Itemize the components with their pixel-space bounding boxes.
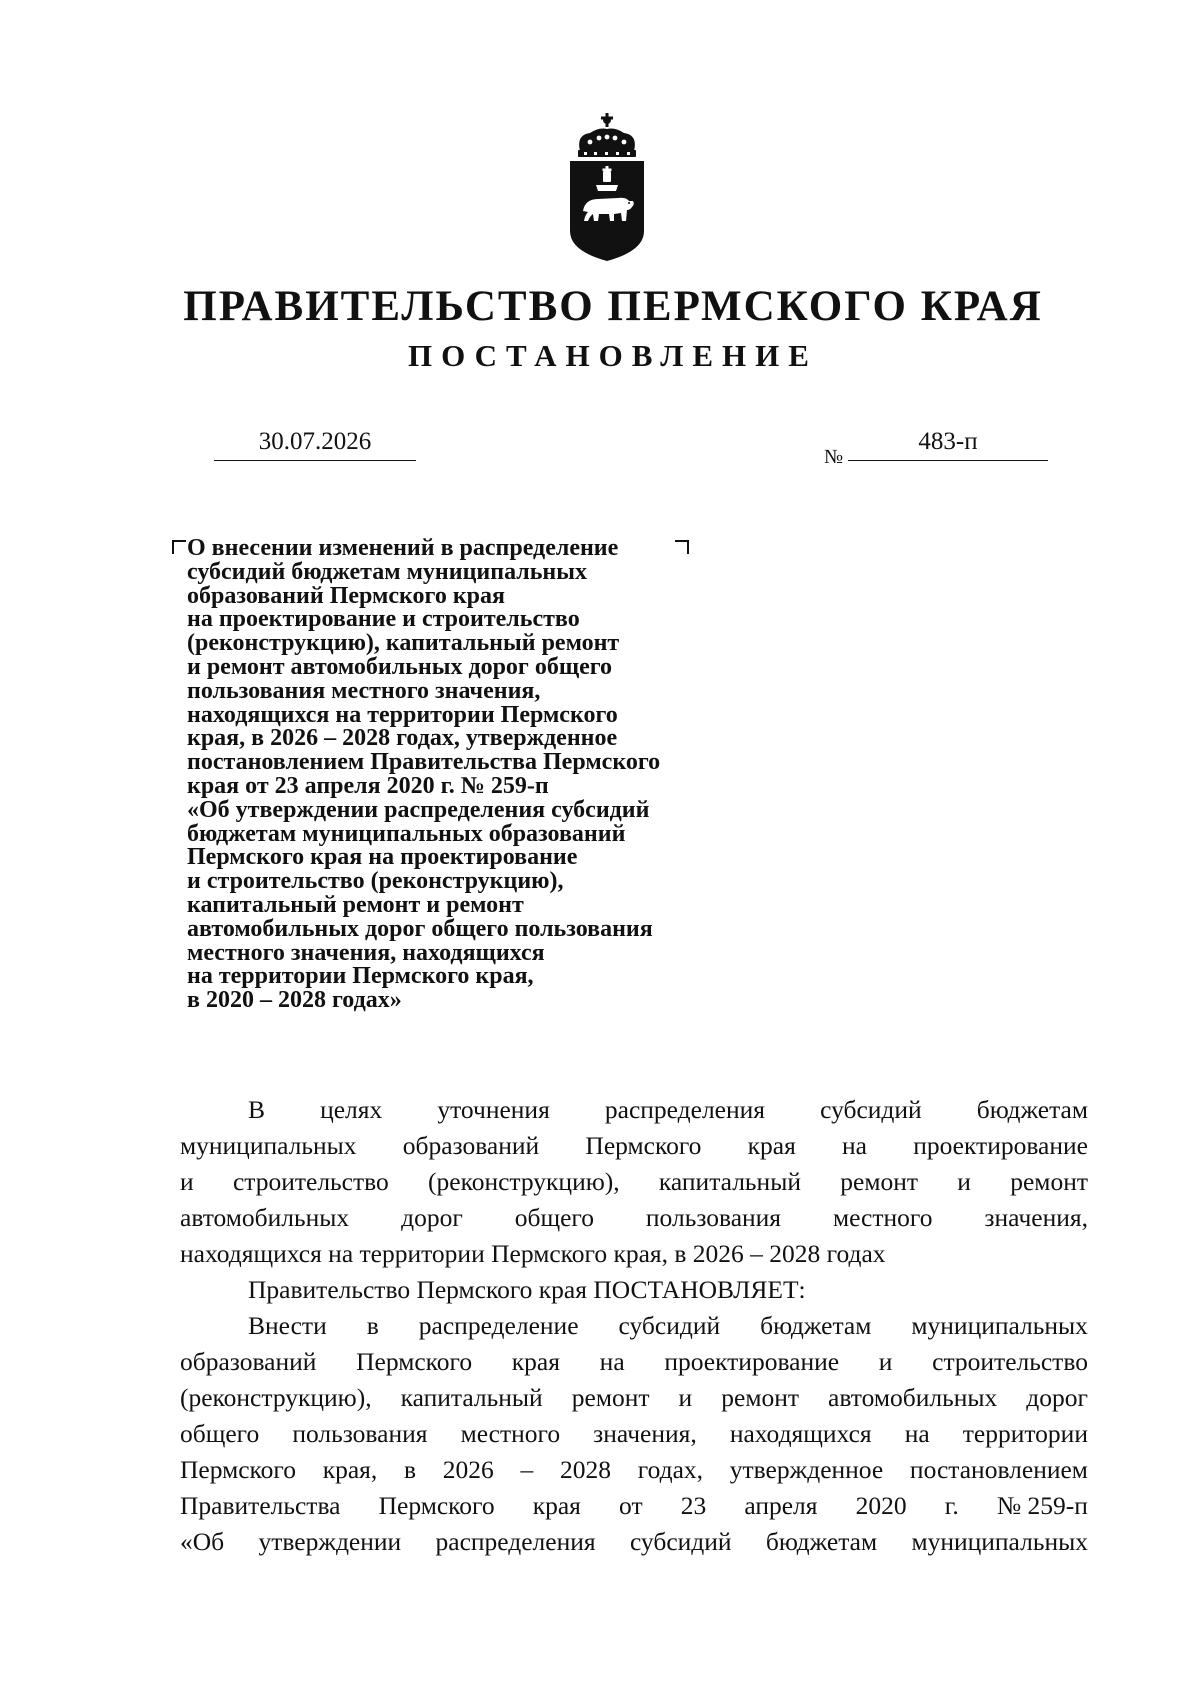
subject-line: края от 23 апреля 2020 г. № 259-п [187, 772, 549, 799]
word: местного [460, 1419, 561, 1448]
word: на [599, 1347, 625, 1376]
word: субсидий [629, 1527, 732, 1556]
word: № 259-п [996, 1491, 1088, 1520]
word: и [678, 1383, 693, 1412]
word: распределения [604, 1095, 766, 1124]
word: 2026 [442, 1455, 494, 1484]
subject-bracket-left [172, 540, 186, 554]
subject-line: пользования местного значения, [187, 677, 541, 704]
word: бюджетам [765, 1527, 878, 1556]
text-line [180, 1164, 1088, 1200]
text-line [180, 1416, 1088, 1452]
paragraph-resolution-wrap [180, 1272, 1088, 1308]
subject-line: на проектирование и строительство [187, 606, 580, 633]
subject-line: субсидий бюджетам муниципальных [187, 558, 587, 585]
text-line [180, 1308, 1088, 1344]
subject-line: образований Пермского края [187, 582, 505, 609]
word: В [248, 1095, 266, 1124]
word: местного [832, 1203, 933, 1232]
word: пользования [292, 1419, 428, 1448]
text-line [180, 1236, 1088, 1272]
word: общего [180, 1419, 260, 1448]
word: бюджетам [976, 1095, 1088, 1124]
word: значения, [984, 1203, 1088, 1232]
text-line [180, 1128, 1088, 1164]
word: Пермского [585, 1131, 702, 1160]
word: проектирование [913, 1131, 1088, 1160]
word: бюджетам [760, 1311, 872, 1340]
word: муниципальных [911, 1527, 1088, 1556]
document-number: 483-п [848, 428, 1048, 461]
subject-line: находящихся на территории Пермского [187, 701, 618, 728]
text-line [180, 1380, 1088, 1416]
word: уточнения [437, 1095, 550, 1124]
word: на [842, 1131, 867, 1160]
word: капитальный [400, 1383, 543, 1412]
word: на [904, 1419, 930, 1448]
subject-line: «Об утверждении распределения субсидий [187, 796, 650, 823]
coat-of-arms-icon [566, 113, 648, 263]
subject-line: на территории Пермского края, [187, 963, 534, 990]
subject-line: в 2020 – 2028 годах» [187, 987, 402, 1014]
word: дорог [401, 1203, 463, 1232]
word: края [747, 1131, 796, 1160]
document-subject [187, 537, 747, 1013]
word: Пермского [356, 1347, 473, 1376]
paragraph-resolution [180, 1272, 1088, 1308]
word: 2028 [560, 1455, 612, 1484]
word: муниципальных [180, 1131, 357, 1160]
word: края [511, 1347, 560, 1376]
word: в [404, 1455, 417, 1484]
word: г. [944, 1491, 959, 1520]
word: проектирование [664, 1347, 840, 1376]
subject-line: и ремонт автомобильных дорог общего [187, 653, 613, 680]
subject-line: местного значения, находящихся [187, 939, 545, 966]
word: и [878, 1347, 893, 1376]
text-line [180, 1200, 1088, 1236]
subject-line: и строительство (реконструкцию), [187, 868, 564, 895]
subject-line: бюджетам муниципальных образований [187, 820, 626, 847]
word: субсидий [820, 1095, 922, 1124]
word: апреля [744, 1491, 818, 1520]
document-type: ПОСТАНОВЛЕНИЕ [408, 338, 818, 373]
word: Пермского [378, 1491, 495, 1520]
word: капитальный [658, 1167, 801, 1196]
word: автомобильных [828, 1383, 998, 1412]
word: дорог [1026, 1383, 1088, 1412]
word: (реконструкцию), [428, 1167, 620, 1196]
word: субсидий [618, 1311, 721, 1340]
text-line [180, 1092, 1088, 1128]
word: распределения [435, 1527, 596, 1556]
word: ремонт [571, 1383, 650, 1412]
subject-line: Пермского края на проектирование [187, 844, 578, 871]
subject-line: постановлением Правительства Пермского [187, 749, 661, 776]
text-line [180, 1488, 1088, 1524]
paragraph-purpose [180, 1092, 1088, 1272]
subject-line: капитальный ремонт и ремонт [187, 891, 524, 918]
word: от [619, 1491, 643, 1520]
word: ремонт [721, 1383, 799, 1412]
word: строительство [232, 1167, 389, 1196]
subject-line: края, в 2026 – 2028 годах, утвержденное [187, 725, 618, 752]
text-line [180, 1524, 1088, 1560]
word: общего [514, 1203, 594, 1232]
word: 2020 [855, 1491, 907, 1520]
document-date: 30.07.2026 [214, 428, 416, 461]
word: (реконструкцию), [180, 1383, 372, 1412]
word: ремонт [1010, 1167, 1088, 1196]
word: распределение [418, 1311, 579, 1340]
word: образований [180, 1347, 317, 1376]
word: пользования [645, 1203, 782, 1232]
government-title: ПРАВИТЕЛЬСТВО ПЕРМСКОГО КРАЯ [183, 283, 1043, 330]
text-line [180, 1344, 1088, 1380]
word: Внести [248, 1311, 327, 1340]
text-line [180, 1452, 1088, 1488]
subject-line: (реконструкцию), капитальный ремонт [187, 630, 620, 657]
word: – [520, 1455, 534, 1484]
word: в [366, 1311, 379, 1340]
word: ремонт [840, 1167, 919, 1196]
word: утверждении [258, 1527, 402, 1556]
subject-line: О внесении изменений в распределение [187, 535, 619, 561]
word: 23 [680, 1491, 707, 1520]
word: «Об [180, 1527, 225, 1556]
number-sign: № [824, 446, 844, 468]
word: и [957, 1167, 971, 1196]
resolution-text: Правительство Пермского края ПОСТАНОВЛЯЕТ: [248, 1275, 806, 1304]
word: края [532, 1491, 581, 1520]
paragraph-amendment [180, 1308, 1088, 1560]
word: постановлением [909, 1455, 1088, 1484]
word: находящихся [729, 1419, 872, 1448]
word: муниципальных [911, 1311, 1088, 1340]
word: годах, [637, 1455, 704, 1484]
word: автомобильных [180, 1203, 350, 1232]
word: находящихся на территории Пермского края, в 2026 – 2028 годах [180, 1239, 886, 1268]
word: образований [402, 1131, 540, 1160]
word: строительство [932, 1347, 1088, 1376]
word: и [180, 1167, 194, 1196]
word: края, [322, 1455, 378, 1484]
word: утвержденное [729, 1455, 884, 1484]
word: целях [320, 1095, 383, 1124]
word: территории [962, 1419, 1088, 1448]
word: Пермского [180, 1455, 296, 1484]
word: значения, [593, 1419, 697, 1448]
word: Правительства [180, 1491, 341, 1520]
subject-line: автомобильных дорог общего пользования [187, 915, 653, 942]
